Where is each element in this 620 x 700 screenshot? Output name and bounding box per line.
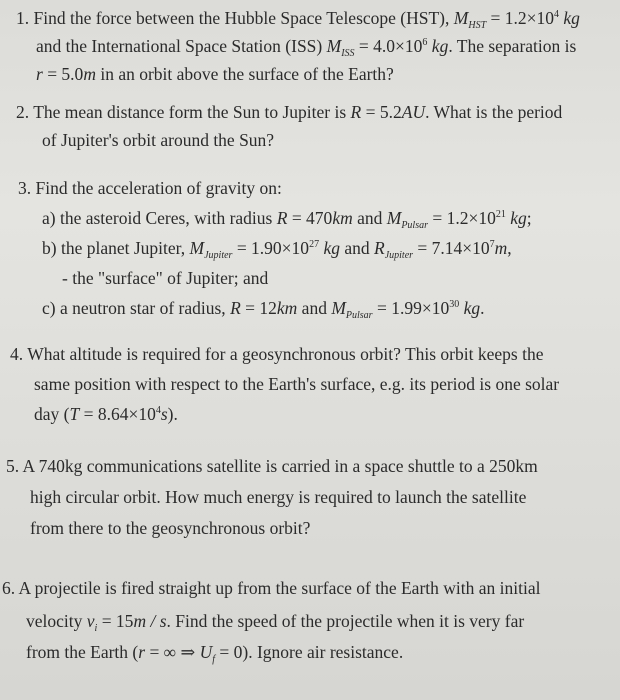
problem-number: 1. xyxy=(16,8,30,28)
problem-2-line-2: of Jupiter's orbit around the Sun? xyxy=(42,130,275,150)
problem-1-line-3: r = 5.0m in an orbit above the surface of the Earth? xyxy=(36,64,394,84)
problem-3-part-a: a) the asteroid Ceres, with radius R = 470km and $M_{Pulsar} = 1.2\times 10^{21}$ kg; xyxy=(42,208,532,231)
problem-3-part-b: b) the planet Jupiter, $M_{Jupiter} = 1.90\times 10^{27}$ kg and $R_{Jupiter} = 7.14\times 10^7m$, xyxy=(42,238,512,261)
problem-4-line-3: day $(T = 8.64\times 10^4s)$. xyxy=(34,404,178,424)
problem-number: 2. xyxy=(16,102,30,122)
problem-6-line-2: velocity $v_i = 15m / s$. Find the speed of the projectile when it is very far xyxy=(26,611,525,634)
problem-2-line-1: 2. The mean distance form the Sun to Jupiter is R = 5.2AU. What is the period xyxy=(16,98,562,126)
problem-number: 3. xyxy=(18,178,32,198)
problem-number: 5. xyxy=(6,456,20,476)
problem-3-part-c: c) a neutron star of radius, R = 12km and $M_{Pulsar} = 1.99\times 10^{30}$ kg. xyxy=(42,298,485,321)
problem-6-line-1: 6. A projectile is fired straight up from the surface of the Earth with an initial xyxy=(2,574,540,602)
problem-6-line-3: from the Earth (r = ∞ ⇒ $U_f = 0$). Ignore air resistance. xyxy=(26,642,404,665)
problem-1-line-2: and the International Space Station (ISS) $M_{ISS} = 4.0\times 10^6$ kg. The separation is xyxy=(36,36,577,59)
problem-4-line-2: same position with respect to the Earth's surface, e.g. its period is one solar xyxy=(34,374,560,394)
problem-number: 6. xyxy=(2,578,16,598)
problem-5-line-1: 5. A 740kg communications satellite is carried in a space shuttle to a 250km xyxy=(6,452,538,480)
problem-5-line-3: from there to the geosynchronous orbit? xyxy=(30,518,311,538)
problem-5-line-2: high circular orbit. How much energy is required to launch the satellite xyxy=(30,487,527,507)
problem-3-part-b-note: - the "surface" of Jupiter; and xyxy=(62,268,269,288)
problem-4-line-1: 4. What altitude is required for a geosynchronous orbit? This orbit keeps the xyxy=(10,340,543,368)
problem-3-line-1: 3. Find the acceleration of gravity on: xyxy=(18,174,282,202)
problem-1-line-1: 1. Find the force between the Hubble Space Telescope (HST), $M_{HST} = 1.2\times 10^4$ kg xyxy=(16,4,580,32)
problem-number: 4. xyxy=(10,344,24,364)
